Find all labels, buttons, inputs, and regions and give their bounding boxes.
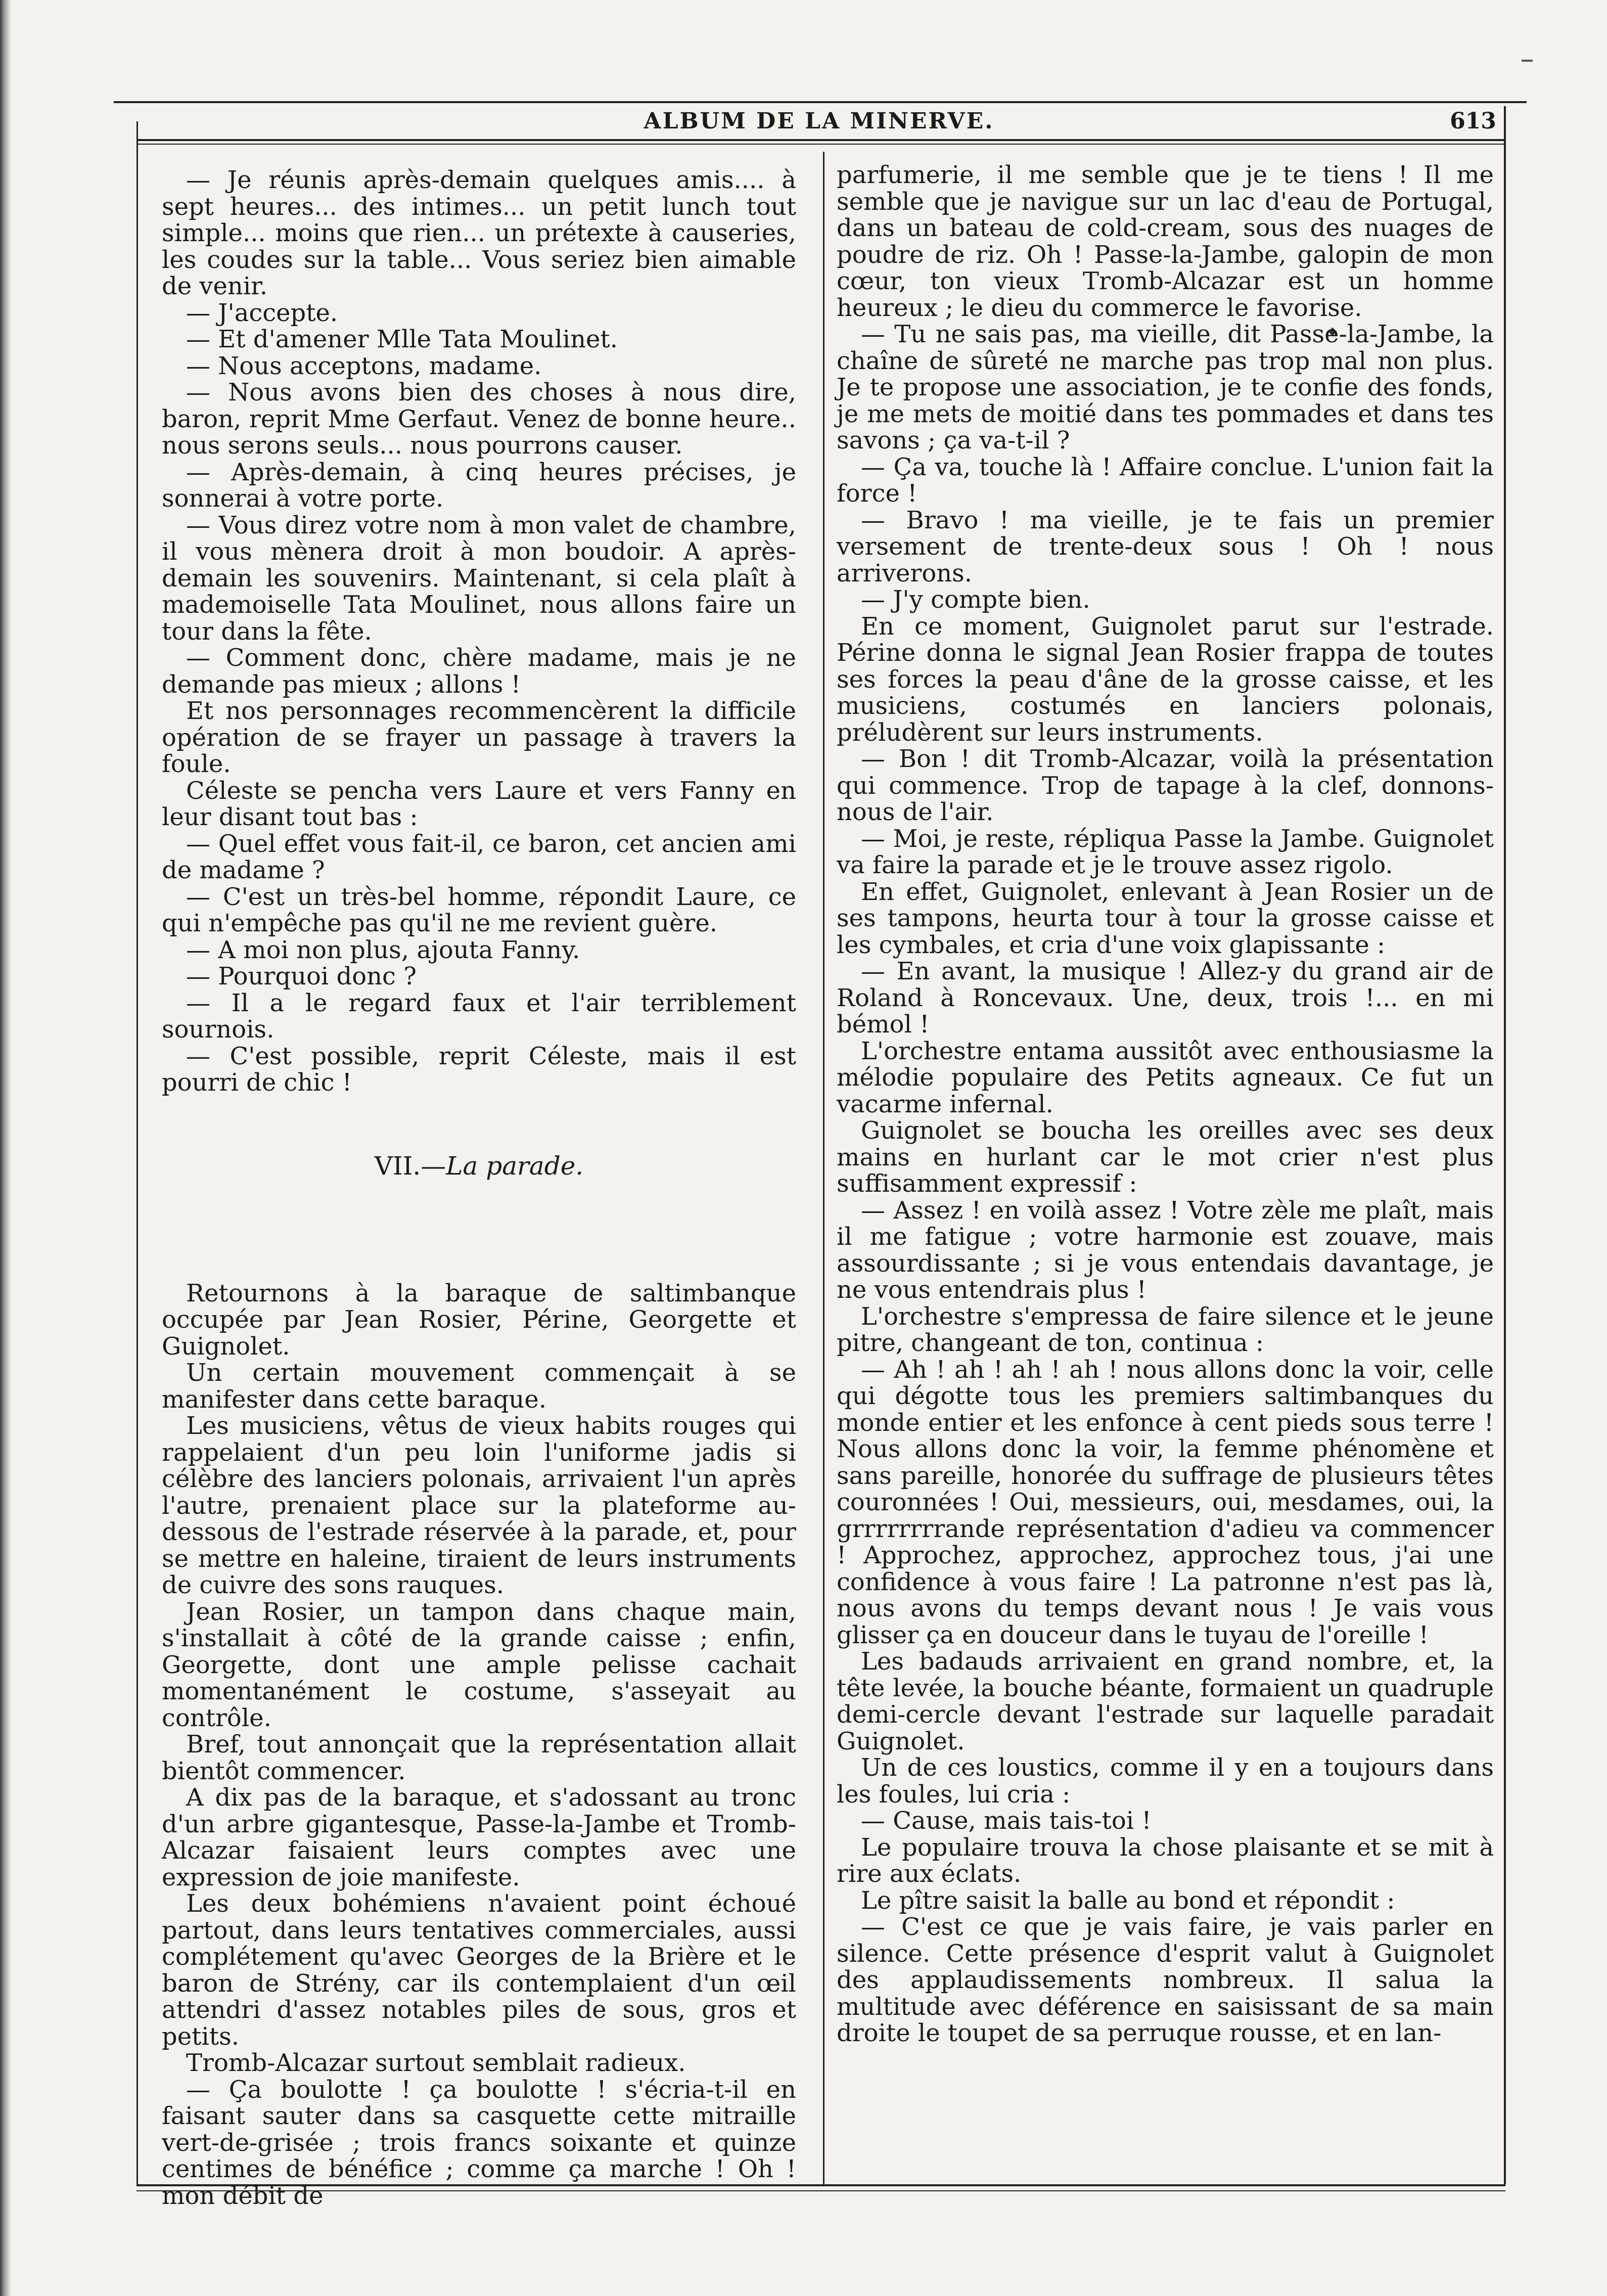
- paragraph: Céleste se pencha vers Laure et vers Fanny en leur disant tout bas :: [162, 776, 796, 831]
- paragraph: — J'accepte.: [186, 298, 338, 327]
- paragraph: — Et d'amener Mlle Tata Moulinet.: [186, 325, 618, 353]
- paragraph: A dix pas de la baraque, et s'adossant au tronc d'un arbre gigantesque, Passe-la-Jambe et Tromb-Alcazar faisaient leurs comptes avec une expression de joie manifeste.: [162, 1783, 796, 1892]
- paragraph: — Pourquoi donc ?: [186, 962, 417, 991]
- paragraph: — J'y compte bien.: [861, 586, 1090, 614]
- section-number: VII.: [374, 1151, 421, 1181]
- paragraph: Tromb-Alcazar surtout semblait radieux.: [186, 2049, 686, 2077]
- paragraph: — Comment donc, chère madame, mais je ne demande pas mieux ; allons !: [162, 644, 796, 699]
- running-title: ALBUM DE LA MINERVE.: [644, 108, 994, 134]
- paragraph: Jean Rosier, un tampon dans chaque main, s'installait à côté de la grande caisse ; enfin, Georgette, dont une ample pelisse cachait momentanément le costume, s'asseyait au contrôle.: [162, 1597, 796, 1732]
- scan-corner-mark: [1522, 60, 1533, 62]
- right-column: [837, 162, 1494, 2047]
- page-frame-right-rule: [1504, 106, 1506, 2184]
- paragraph: — Nous avons bien des choses à nous dire, baron, reprit Mme Gerfaut. Venez de bonne heure.. nous serons seuls... nous pourrons causer.: [162, 378, 796, 460]
- paragraph: — C'est possible, reprit Céleste, mais il est pourri de chic !: [162, 1042, 796, 1097]
- paragraph: — Il a le regard faux et l'air terriblement sournois.: [162, 988, 796, 1044]
- paragraph: Les musiciens, vêtus de vieux habits rouges qui rappelaient d'un peu loin l'uniforme jadis si célèbre des lanciers polonais, arrivaient l'un après l'autre, prenaient place sur la plateforme au-dessous de l'estrade réservée à la parade, et, pour se mettre en haleine, tiraient de leurs instruments de cuivre des sons rauques.: [162, 1412, 796, 1599]
- paragraph: Retournons à la baraque de saltimbanque occupée par Jean Rosier, Périne, Georgette et Guignolet.: [162, 1279, 796, 1361]
- paragraph: — Bravo ! ma vieille, je te fais un premier versement de trente-deux sous ! Oh ! nous arriverons.: [837, 506, 1494, 588]
- paragraph: Guignolet se boucha les oreilles avec ses deux mains en hurlant car le mot crier n'est plus suffisamment expressif :: [837, 1116, 1494, 1198]
- page-frame-top-rule: [114, 101, 1527, 103]
- paragraph: — A moi non plus, ajouta Fanny.: [186, 935, 580, 964]
- paragraph: — Je réunis après-demain quelques amis.... à sept heures... des intimes... un petit lunch tout simple... moins que rien... un prétexte à causeries, les coudes sur la table... Vous seriez bien aimable de venir.: [162, 166, 796, 300]
- paragraph: Un de ces loustics, comme il y en a toujours dans les foules, lui cria :: [837, 1753, 1494, 1809]
- paragraph: Le pître saisit la balle au bond et répondit :: [861, 1886, 1395, 1915]
- paragraph: L'orchestre entama aussitôt avec enthousiasme la mélodie populaire des Petits agneaux. Ce fut un vacarme infernal.: [837, 1037, 1494, 1118]
- section-dash: —: [421, 1151, 446, 1181]
- scan-edge-shadow: [0, 0, 11, 2296]
- paragraph: — Vous direz votre nom à mon valet de chambre, il vous mènera droit à mon boudoir. A après-demain les souvenirs. Maintenant, si cela plaît à mademoiselle Tata Moulinet, nous allons faire un tour dans la fête.: [162, 511, 796, 646]
- paragraph: — Cause, mais tais-toi !: [861, 1807, 1152, 1835]
- paragraph: Les badauds arrivaient en grand nombre, et, la tête levée, la bouche béante, formaient un quadruple demi-cercle devant l'estrade sur laquelle paradait Guignolet.: [837, 1647, 1494, 1755]
- paragraph: En ce moment, Guignolet parut sur l'estrade. Périne donna le signal Jean Rosier frappa de toutes ses forces la peau d'âne de la grosse caisse, et les musiciens, costumés en lanciers polonais, préludèrent sur leurs instruments.: [837, 612, 1494, 747]
- left-column: [162, 167, 796, 2209]
- page-frame-left-rule: [136, 121, 138, 2184]
- header-rule-thin: [136, 144, 1504, 145]
- paragraph: — Assez ! en voilà assez ! Votre zèle me plaît, mais il me fatigue ; votre harmonie est zouave, mais assourdissante ; si je vous entendais davantage, je ne vous entendrais plus !: [837, 1196, 1494, 1304]
- paragraph-continued: parfumerie, il me semble que je te tiens ! Il me semble que je navigue sur un lac d'eau de Portugal, dans un bateau de cold-cream, sous des nuages de poudre de riz. Oh ! Passe-la-Jambe, galopin de mon cœur, ton vieux Tromb-Alcazar est un homme heureux ; le dieu du commerce le favorise.: [837, 161, 1494, 322]
- paragraph: — Ah ! ah ! ah ! ah ! nous allons donc la voir, celle qui dégotte tous les premiers saltimbanques du monde entier et les enfonce à cent pieds sous terre ! Nous allons donc la voir, la femme phénomène et sans pareille, honorée du suffrage de plusieurs têtes couronnées ! Oui, messieurs, oui, mesdames, oui, la grrrrrrrrande représentation d'adieu va commencer ! Approchez, approchez, approchez tous, j'ai une confidence à vous faire ! La patronne n'est pas là, nous avons du temps devant nous ! Je vais vous glisser ça en douceur dans le tuyau de l'oreille !: [837, 1355, 1494, 1649]
- paragraph: — C'est un très-bel homme, répondit Laure, ce qui n'empêche pas qu'il ne me revient guère.: [162, 882, 796, 937]
- paragraph: L'orchestre s'empressa de faire silence et le jeune pitre, changeant de ton, continua :: [837, 1302, 1494, 1357]
- paragraph: — Moi, je reste, répliqua Passe la Jambe. Guignolet va faire la parade et je le trouve assez rigolo.: [837, 824, 1494, 879]
- section-title: La parade.: [446, 1151, 584, 1181]
- paragraph: — En avant, la musique ! Allez-y du grand air de Roland à Roncevaux. Une, deux, trois !... en mi bémol !: [837, 957, 1494, 1039]
- paragraph: — Après-demain, à cinq heures précises, je sonnerai à votre porte.: [162, 458, 796, 513]
- paragraph: — Nous acceptons, madame.: [186, 351, 542, 380]
- paragraph: Et nos personnages recommencèrent la difficile opération de se frayer un passage à travers la foule.: [162, 697, 796, 778]
- page-number: 613: [1450, 108, 1496, 134]
- paragraph: — Ça boulotte ! ça boulotte ! s'écria-t-il en faisant sauter dans sa casquette cette mitraille vert-de-grisée ; trois francs soixante et quinze centimes de bénéfice ; comme ça marche ! Oh ! mon débit de: [162, 2075, 796, 2210]
- paragraph: — Quel effet vous fait-il, ce baron, cet ancien ami de madame ?: [162, 829, 796, 884]
- paragraph: Le populaire trouva la chose plaisante et se mit à rire aux éclats.: [837, 1833, 1494, 1888]
- paragraph: En effet, Guignolet, enlevant à Jean Rosier un de ses tampons, heurta tour à tour la grosse caisse et les cymbales, et cria d'une voix glapissante :: [837, 877, 1494, 959]
- column-divider: [823, 152, 824, 2184]
- paragraph: — Bon ! dit Tromb-Alcazar, voilà la présentation qui commence. Trop de tapage à la clef, donnons-nous de l'air.: [837, 745, 1494, 826]
- paragraph: Les deux bohémiens n'avaient point échoué partout, dans leurs tentatives commerciales, aussi complétement qu'avec Georges de la Brière et le baron de Strény, car ils contemplaient d'un œil attendri d'assez notables piles de sous, gros et petits.: [162, 1889, 796, 2051]
- paragraph: — Tu ne sais pas, ma vieille, dit Passe-la-Jambe, la chaîne de sûreté ne marche pas trop mal non plus. Je te propose une association, je te confie des fonds, je me mets de moitié dans tes pommades et dans tes savons ; ça va-t-il ?: [837, 320, 1494, 455]
- paragraph: — C'est ce que je vais faire, je vais parler en silence. Cette présence d'esprit valut à Guignolet des applaudissements nombreux. Il salua la multitude avec déférence en saisissant de sa main droite le toupet de sa perruque rousse, et en lan-: [837, 1913, 1494, 2047]
- section-heading: [162, 1151, 796, 1181]
- paragraph: Bref, tout annonçait que la représentation allait bientôt commencer.: [162, 1730, 796, 1785]
- paragraph: Un certain mouvement commençait à se manifester dans cette baraque.: [162, 1359, 796, 1414]
- header-rule: [136, 139, 1504, 141]
- paragraph: — Ça va, touche là ! Affaire conclue. L'union fait la force !: [837, 453, 1494, 508]
